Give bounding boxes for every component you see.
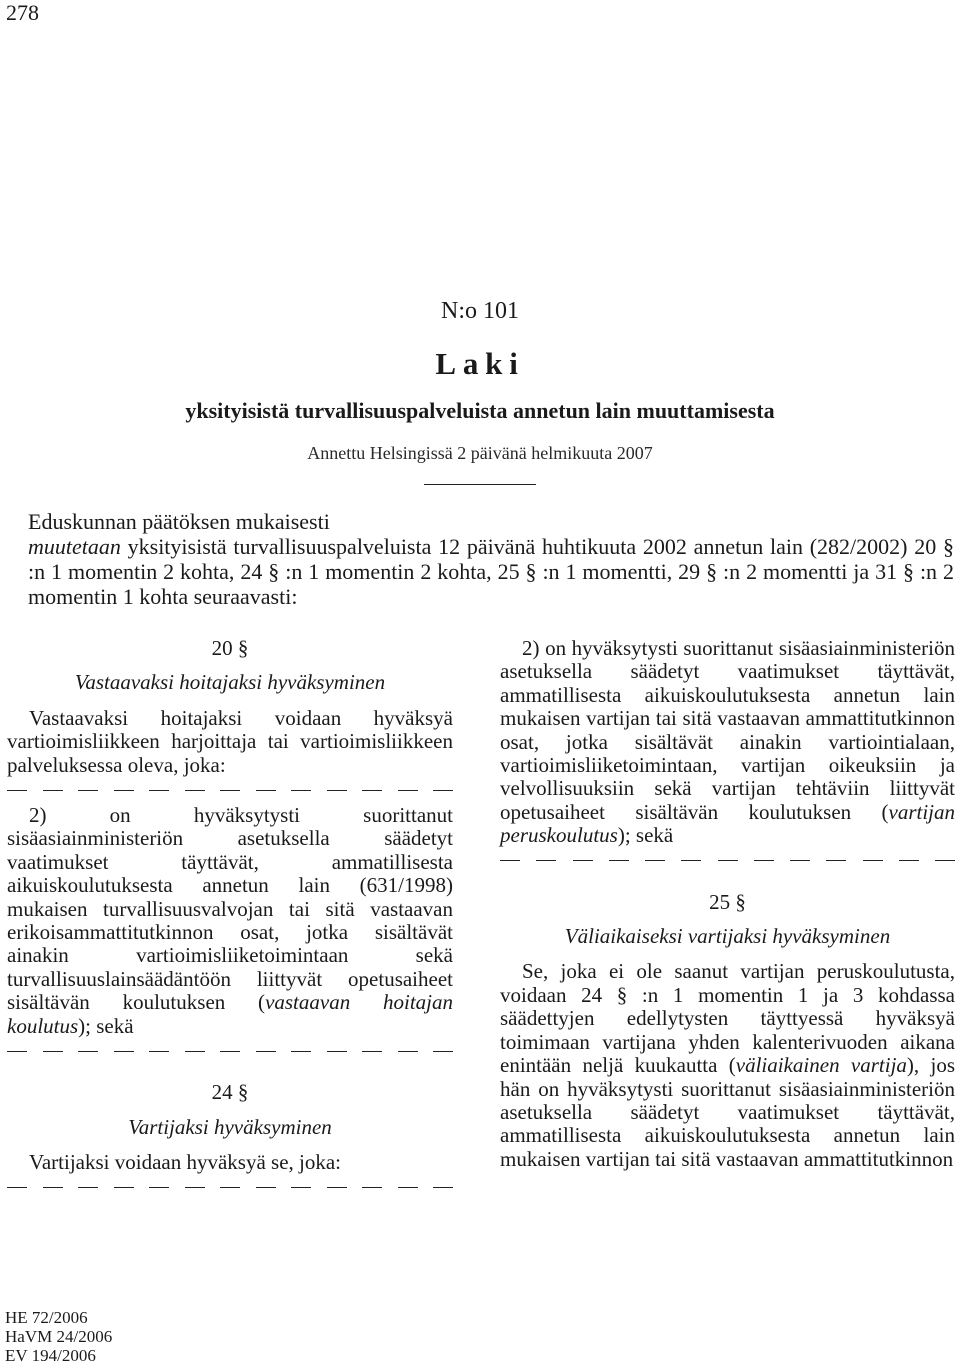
right-column xyxy=(500,637,955,1171)
reference-line: HE 72/2006 xyxy=(5,1308,88,1327)
preamble-line: Eduskunnan päätöksen mukaisesti xyxy=(28,509,330,534)
document-number: N:o 101 xyxy=(441,298,519,324)
law-title: Laki xyxy=(435,346,525,381)
section-25-number: 25 § xyxy=(709,889,746,914)
section-24-number: 24 § xyxy=(211,1080,249,1105)
page-number: 278 xyxy=(6,0,39,25)
section-20-heading: Vastaavaksi hoitajaksi hyväksyminen xyxy=(74,670,386,695)
preamble-verb: muutetaan xyxy=(28,534,121,559)
title-divider xyxy=(424,484,536,485)
preamble-text xyxy=(28,534,954,609)
omission-dashes xyxy=(7,1043,453,1059)
legislative-references xyxy=(5,1308,112,1365)
section-20-paragraph: Vastaavaksi hoitajaksi voidaan hyväksyä vartioimisliikkeen harjoittaja tai vartioimisliikkeen palveluksessa oleva, joka: xyxy=(7,705,453,777)
omission-dashes xyxy=(500,853,955,869)
defined-term: vastaavan hoitajan koulutus xyxy=(7,990,454,1038)
law-subtitle: yksityisistä turvallisuuspalveluista annetun lain muuttamisesta xyxy=(185,398,775,423)
defined-term: vartijan peruskoulutus xyxy=(500,799,955,848)
section-25-paragraph: Se, joka ei ole saanut vartijan peruskoulutusta, voidaan 24 § :n 1 momentin 1 ja 3 kohdassa säädettyjen edellytysten täyttyessä hyväksyä toimimaan vartijana yhden kalenterivuoden aikana enintään neljä kuukautta (väliaikainen vartija), jos hän on hyväksytysti suorittanut sisäasiainministeriön asetuksella säädetyt vaatimukset täyttävät, ammatillisesta aikuiskoulutuksesta annetun lain mukaisen vartijan tai sitä vastaavan ammattitutkinnon xyxy=(500,959,956,1171)
section-24-heading: Vartijaksi hyväksyminen xyxy=(128,1114,332,1139)
section-24-item-2: 2) on hyväksytysti suorittanut sisäasiainministeriön asetuksella säädetyt vaatimukset täyttävät, ammatillisesta aikuiskoulutuksesta annetun lain mukaisen vartijan tai sitä vastaavan ammattitutkinnon osat, jotka sisältävät ainakin vartiointialaan, vartioimisliiketoimintaan, vartijan oikeuksiin ja velvollisuuksiin sekä vartijan tehtäviin liittyvät opetusaiheet sisältävän koulutuksen (vartijan peruskoulutus); sekä xyxy=(500,636,955,848)
section-24-paragraph: Vartijaksi voidaan hyväksyä se, joka: xyxy=(29,1149,342,1174)
section-20-number: 20 § xyxy=(211,636,249,660)
reference-line: EV 194/2006 xyxy=(5,1346,96,1365)
preamble-body: yksityisistä turvallisuuspalveluista 12 päivänä huhtikuuta 2002 annetun lain (282/2002) 20 § :n 1 momentin 2 kohta, 24 § :n 1 momentin 2 kohta, 25 § :n 1 momentti, 29 § :n 2 momentti ja 31 § :n 2 momentin 1 kohta seuraavasti: xyxy=(28,534,954,609)
reference-line: HaVM 24/2006 xyxy=(5,1327,113,1346)
preamble xyxy=(28,509,954,609)
section-20-item-2: 2) on hyväksytysti suorittanut sisäasiainministeriön asetuksella säädetyt vaatimukset täyttävät, ammatillisesta aikuiskoulutuksesta annetun lain (631/1998) mukaisen turvallisuusvalvojan tai sitä vastaavan erikoisammattitutkinnon osat, jotka sisältävät ainakin vartioimisliiketoimintaan sekä turvallisuuslainsäädäntöön liittyvät opetusaiheet sisältävän koulutuksen (vastaavan hoitajan koulutus); sekä xyxy=(7,803,454,1038)
enactment-date: Annettu Helsingissä 2 päivänä helmikuuta 2007 xyxy=(307,443,653,463)
defined-term: väliaikainen vartija xyxy=(735,1053,907,1078)
section-25-heading: Väliaikaiseksi vartijaksi hyväksyminen xyxy=(564,924,891,949)
omission-dashes xyxy=(7,1179,453,1195)
left-column xyxy=(7,637,453,1201)
omission-dashes xyxy=(7,782,453,798)
